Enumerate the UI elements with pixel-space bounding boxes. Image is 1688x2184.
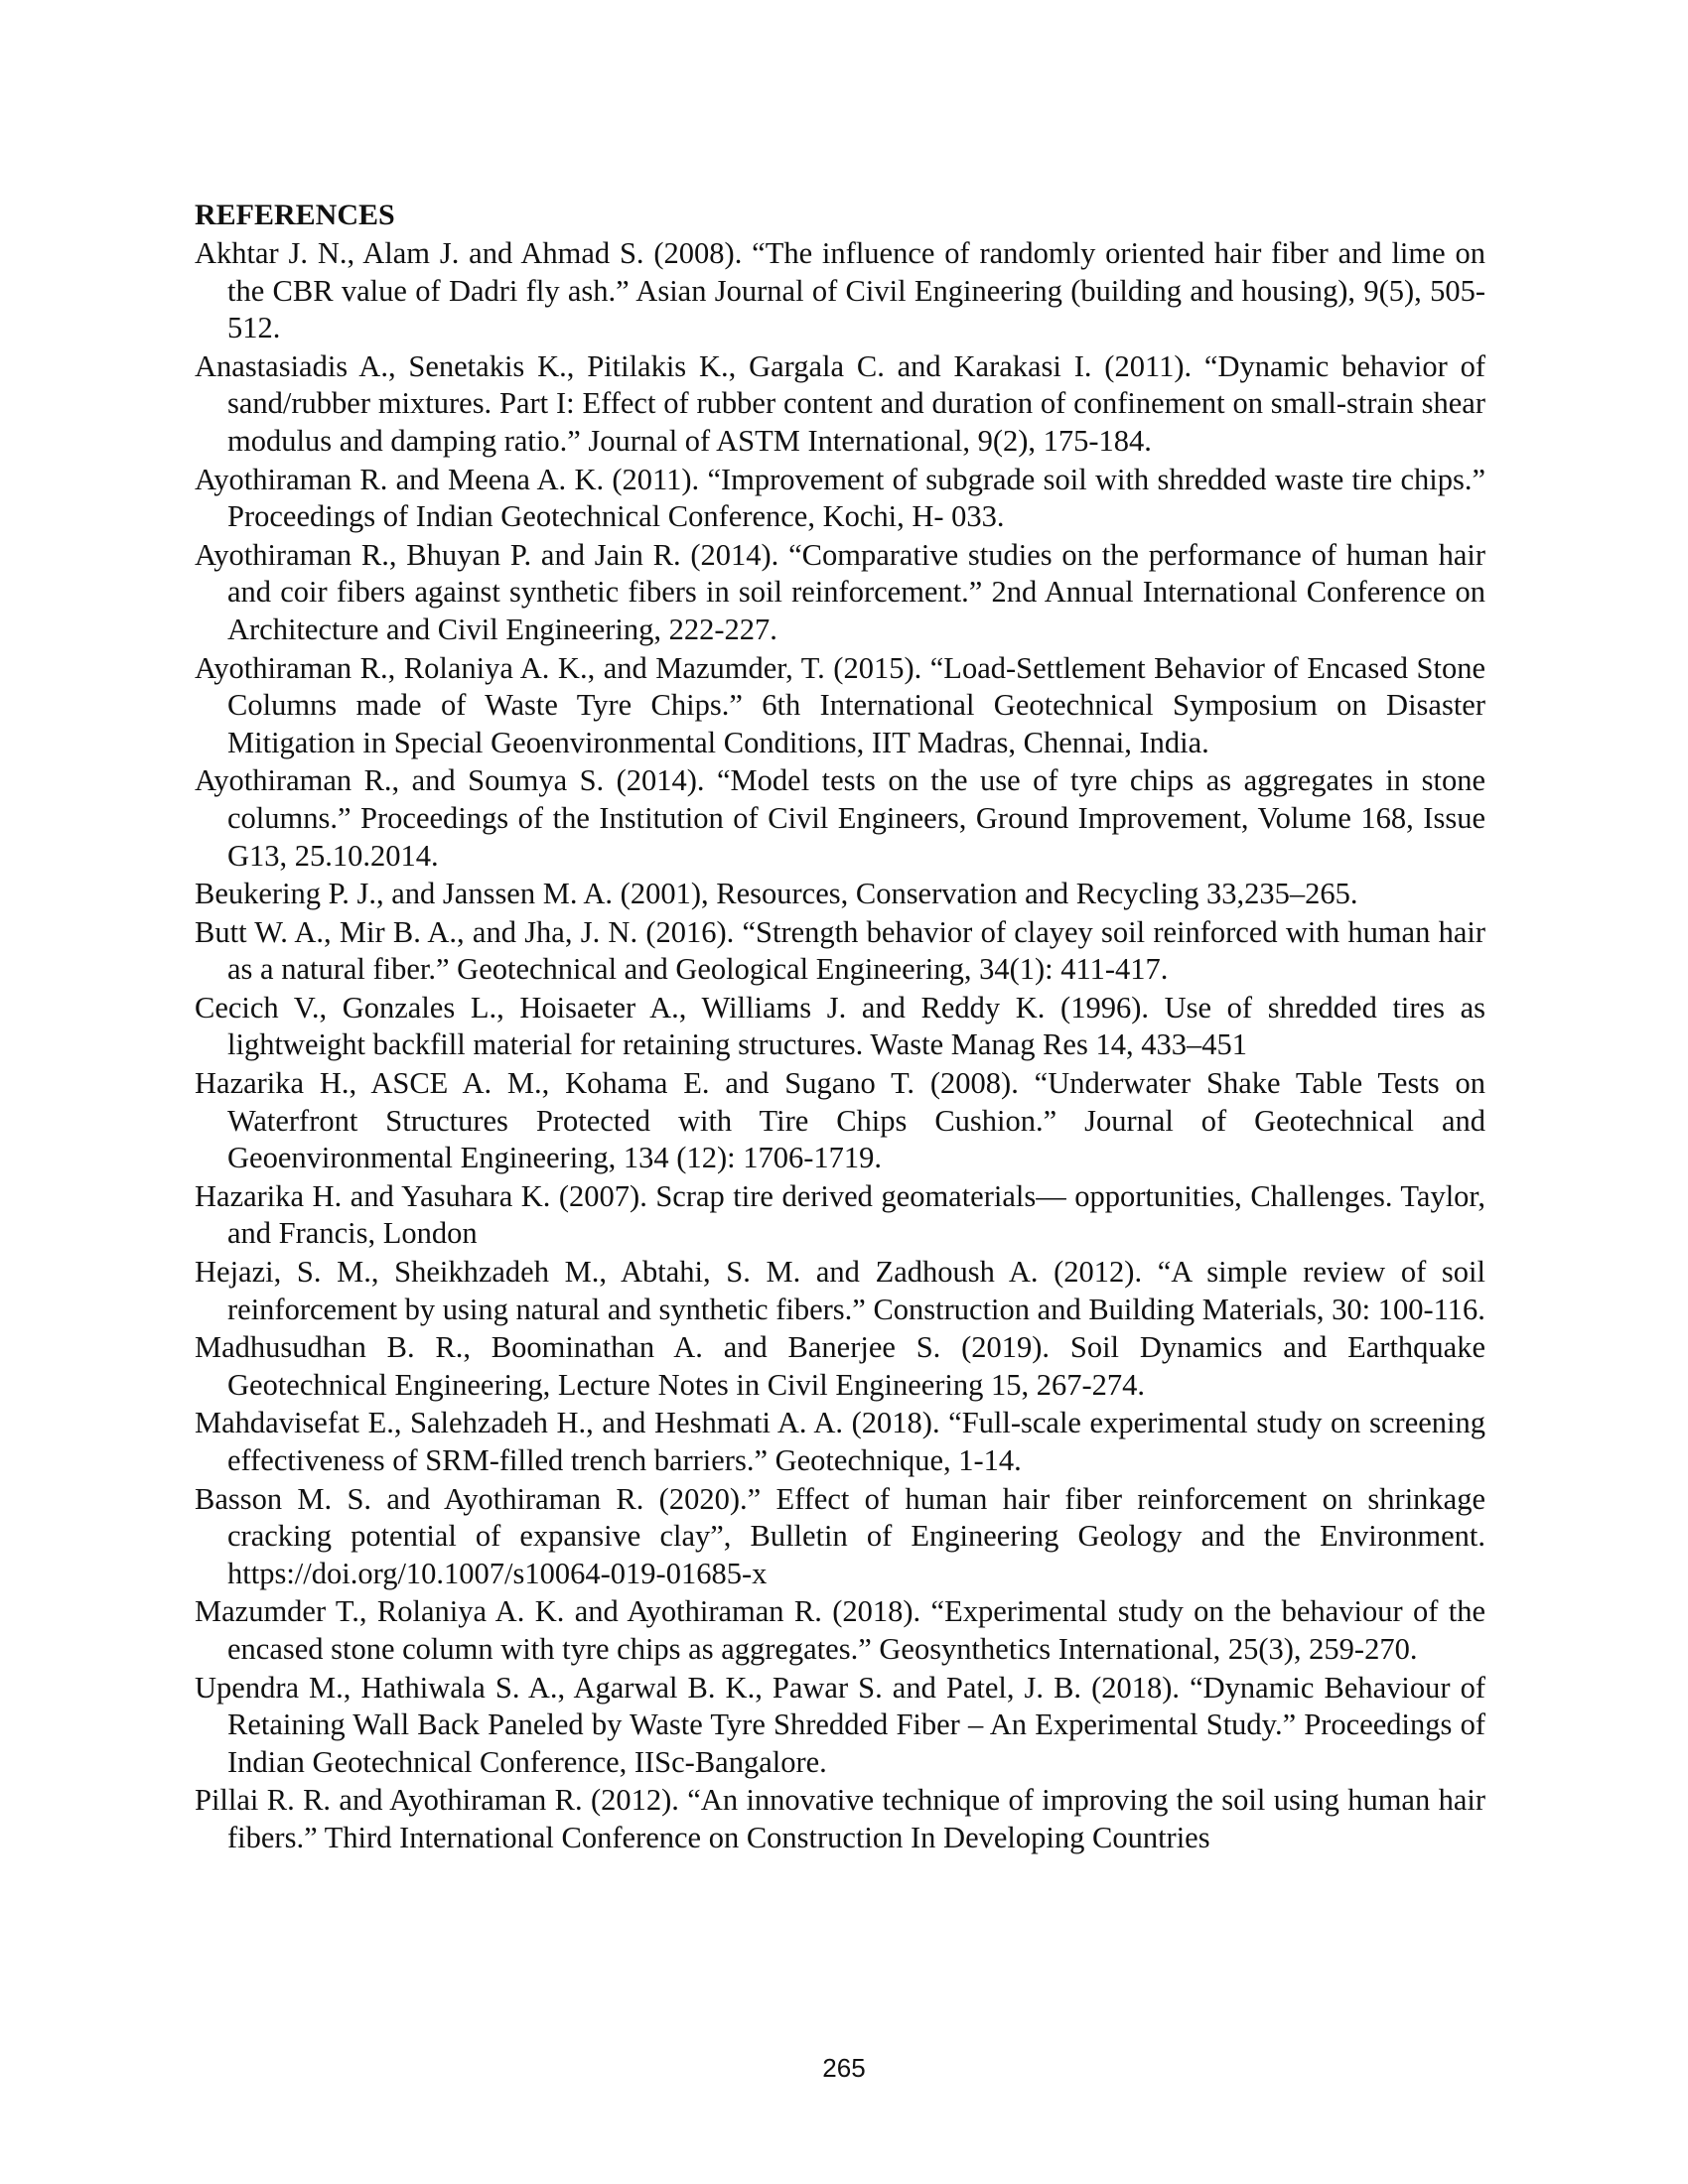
reference-entry: Pillai R. R. and Ayothiraman R. (2012). “An innovative technique of improving the soil using human hair fibers.” Third International Conference on Construction In Developing Countries — [195, 1783, 1485, 1854]
reference-list — [195, 235, 1485, 1857]
reference-entry: Hejazi, S. M., Sheikhzadeh M., Abtahi, S. M. and Zadhoush A. (2012). “A simple review of soil reinforcement by using natural and synthetic fibers.” Construction and Building Materials, 30: 100-116. — [195, 1255, 1485, 1326]
reference-entry: Anastasiadis A., Senetakis K., Pitilakis K., Gargala C. and Karakasi I. (2011). “Dynamic behavior of sand/rubber mixtures. Part I: Effect of rubber content and duration of confinement on small-strain shear modulus and damping ratio.” Journal of ASTM International, 9(2), 175-184. — [195, 348, 1485, 458]
references-section — [195, 197, 1485, 1858]
reference-entry: Basson M. S. and Ayothiraman R. (2020).” Effect of human hair fiber reinforcement on shrinkage cracking potential of expansive clay”, Bulletin of Engineering Geology and the Environment. https://doi.org/10.1007/s10064-019-01685-x — [195, 1481, 1485, 1590]
reference-entry: Hazarika H., ASCE A. M., Kohama E. and Sugano T. (2008). “Underwater Shake Table Tests on Waterfront Structures Protected with Tire Chips Cushion.” Journal of Geotechnical and Geoenvironmental Engineering, 134 (12): 1706-1719. — [195, 1066, 1485, 1175]
reference-entry: Madhusudhan B. R., Boominathan A. and Banerjee S. (2019). Soil Dynamics and Earthquake Geotechnical Engineering, Lecture Notes in Civil Engineering 15, 267-274. — [195, 1330, 1485, 1402]
reference-entry: Upendra M., Hathiwala S. A., Agarwal B. K., Pawar S. and Patel, J. B. (2018). “Dynamic Behaviour of Retaining Wall Back Paneled by Waste Tyre Shredded Fiber – An Experimental Study.” Proceedings of Indian Geotechnical Conference, IISc-Bangalore. — [195, 1670, 1485, 1779]
references-heading: REFERENCES — [195, 199, 395, 231]
page-number: 265 — [822, 2053, 866, 2083]
reference-entry: Butt W. A., Mir B. A., and Jha, J. N. (2016). “Strength behavior of clayey soil reinforced with human hair as a natural fiber.” Geotechnical and Geological Engineering, 34(1): 411-417. — [195, 914, 1485, 987]
reference-entry: Akhtar J. N., Alam J. and Ahmad S. (2008). “The influence of randomly oriented hair fiber and lime on the CBR value of Dadri fly ash.” Asian Journal of Civil Engineering (building and housing), 9(5), 505-512. — [195, 236, 1485, 345]
reference-entry: Beukering P. J., and Janssen M. A. (2001), Resources, Conservation and Recycling 33,235–265. — [195, 877, 1358, 911]
reference-entry: Ayothiraman R. and Meena A. K. (2011). “Improvement of subgrade soil with shredded waste tire chips.” Proceedings of Indian Geotechnical Conference, Kochi, H- 033. — [195, 462, 1485, 534]
reference-entry: Cecich V., Gonzales L., Hoisaeter A., Williams J. and Reddy K. (1996). Use of shredded tires as lightweight backfill material for retaining structures. Waste Manag Res 14, 433–451 — [195, 990, 1485, 1062]
reference-entry: Mazumder T., Rolaniya A. K. and Ayothiraman R. (2018). “Experimental study on the behaviour of the encased stone column with tyre chips as aggregates.” Geosynthetics International, 25(3), 259-270. — [195, 1594, 1485, 1666]
reference-entry: Ayothiraman R., and Soumya S. (2014). “Model tests on the use of tyre chips as aggregates in stone columns.” Proceedings of the Institution of Civil Engineers, Ground Improvement, Volume 168, Issue G13, 25.10.2014. — [195, 763, 1485, 873]
reference-entry: Hazarika H. and Yasuhara K. (2007). Scrap tire derived geomaterials— opportunities, Challenges. Taylor, and Francis, London — [195, 1178, 1485, 1251]
reference-entry: Mahdavisefat E., Salehzadeh H., and Heshmati A. A. (2018). “Full-scale experimental study on screening effectiveness of SRM-filled trench barriers.” Geotechnique, 1-14. — [195, 1406, 1485, 1477]
reference-entry: Ayothiraman R., Rolaniya A. K., and Mazumder, T. (2015). “Load-Settlement Behavior of Encased Stone Columns made of Waste Tyre Chips.” 6th International Geotechnical Symposium on Disaster Mitigation in Special Geoenvironmental Conditions, IIT Madras, Chennai, India. — [195, 650, 1485, 759]
reference-entry: Ayothiraman R., Bhuyan P. and Jain R. (2014). “Comparative studies on the performance of human hair and coir fibers against synthetic fibers in soil reinforcement.” 2nd Annual International Conference on Architecture and Civil Engineering, 222-227. — [195, 537, 1485, 646]
